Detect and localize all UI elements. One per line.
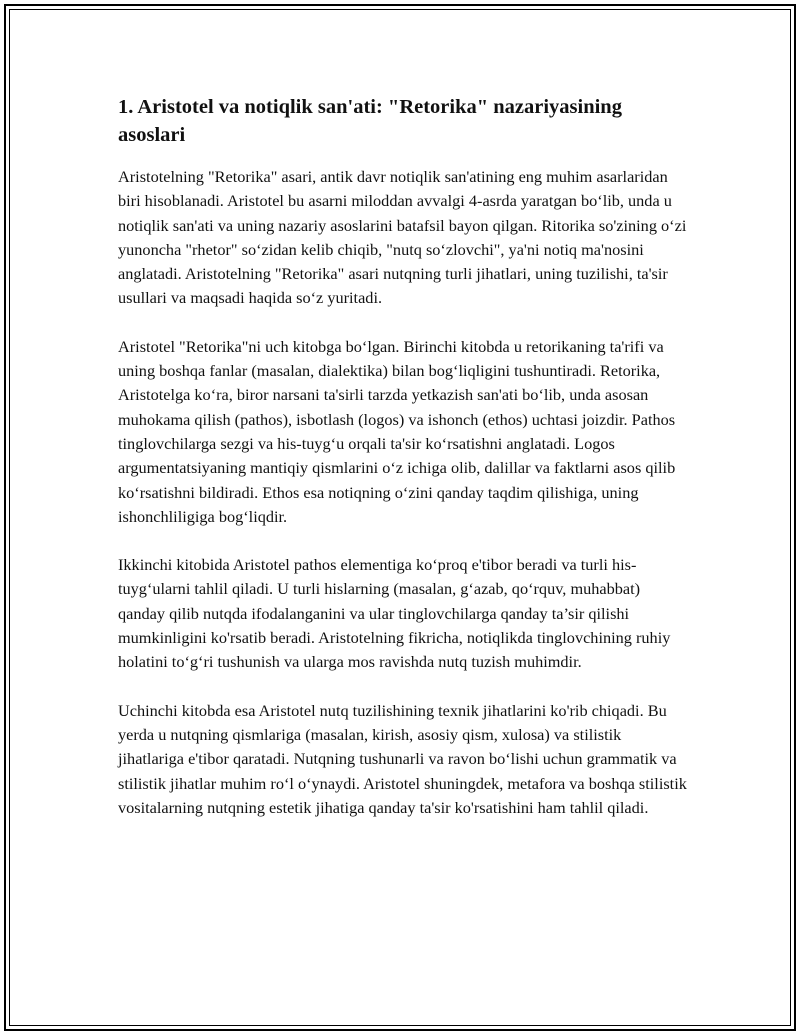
paragraph-book-two: Ikkinchi kitobida Aristotel pathos elementiga ko‘proq e'tibor beradi va turli his-tuyg‘ularni tahlil qiladi. U turli hislarning (masalan, g‘azab, qo‘rquv, muhabbat) qanday qilib nutqda ifodalanganini va ular tinglovchilarga qanday ta’sir qilishi mumkinligini ko'rsatib beradi. Aristotelning fikricha, notiqlikda tinglovchining ruhiy holatini to‘g‘ri tushunish va ularga mos ravishda nutq tuzish muhimdir. xyxy=(118,555,671,672)
section-heading: 1. Aristotel va notiqlik san'ati: "Retorika" nazariyasining asoslari xyxy=(118,96,622,146)
paragraph-intro: Aristotelning "Retorika" asari, antik davr notiqlik san'atining eng muhim asarlaridan biri hisoblanadi. Aristotel bu asarni miloddan avvalgi 4-asrda yaratgan bo‘lib, unda u notiqlik san'ati va uning nazariy asoslarini batafsil bayon qilgan. Ritorika so'zining o‘zi yunoncha "rhetor" so‘zidan kelib chiqib, "nutq so‘zlovchi", ya'ni notiq ma'nosini anglatadi. Aristotelning "Retorika" asari nutqning turli jihatlari, uning tuzilishi, ta'sir usullari va maqsadi haqida so‘z yuritadi. xyxy=(118,167,687,308)
paragraph-book-one: Aristotel "Retorika"ni uch kitobga bo‘lgan. Birinchi kitobda u retorikaning ta'rifi va uning boshqa fanlar (masalan, dialektika) bilan bog‘liqligini tushuntiradi. Retorika, Aristotelga ko‘ra, biror narsani ta'sirli tarzda yetkazish san'ati bo‘lib, unda asosan muhokama qilish (pathos), isbotlash (logos) va ishonch (ethos) uchtasi joizdir. Pathos tinglovchilarga sezgi va his-tuyg‘u orqali ta'sir ko‘rsatishni anglatadi. Logos argumentatsiyaning mantiqiy qismlarini o‘z ichiga olib, dalillar va faktlarni asos qilib ko‘rsatishni bildiradi. Ethos esa notiqning o‘zini qanday taqdim qilishiga, uning ishonchliligiga bog‘liqdir. xyxy=(118,336,676,526)
paragraph-book-three: Uchinchi kitobda esa Aristotel nutq tuzilishining texnik jihatlarini ko'rib chiqadi. Bu yerda u nutqning qismlariga (masalan, kirish, asosiy qism, xulosa) va stilistik jihatlariga e'tibor qaratadi. Nutqning tushunarli va ravon bo‘lishi uchun grammatik va stilistik jihatlar muhim ro‘l o‘ynaydi. Aristotel shuningdek, metafora va boshqa stilistik vositalarning nutqning estetik jihatiga qanday ta'sir ko'rsatishini ham tahlil qiladi. xyxy=(118,700,687,817)
document-body xyxy=(118,93,688,844)
